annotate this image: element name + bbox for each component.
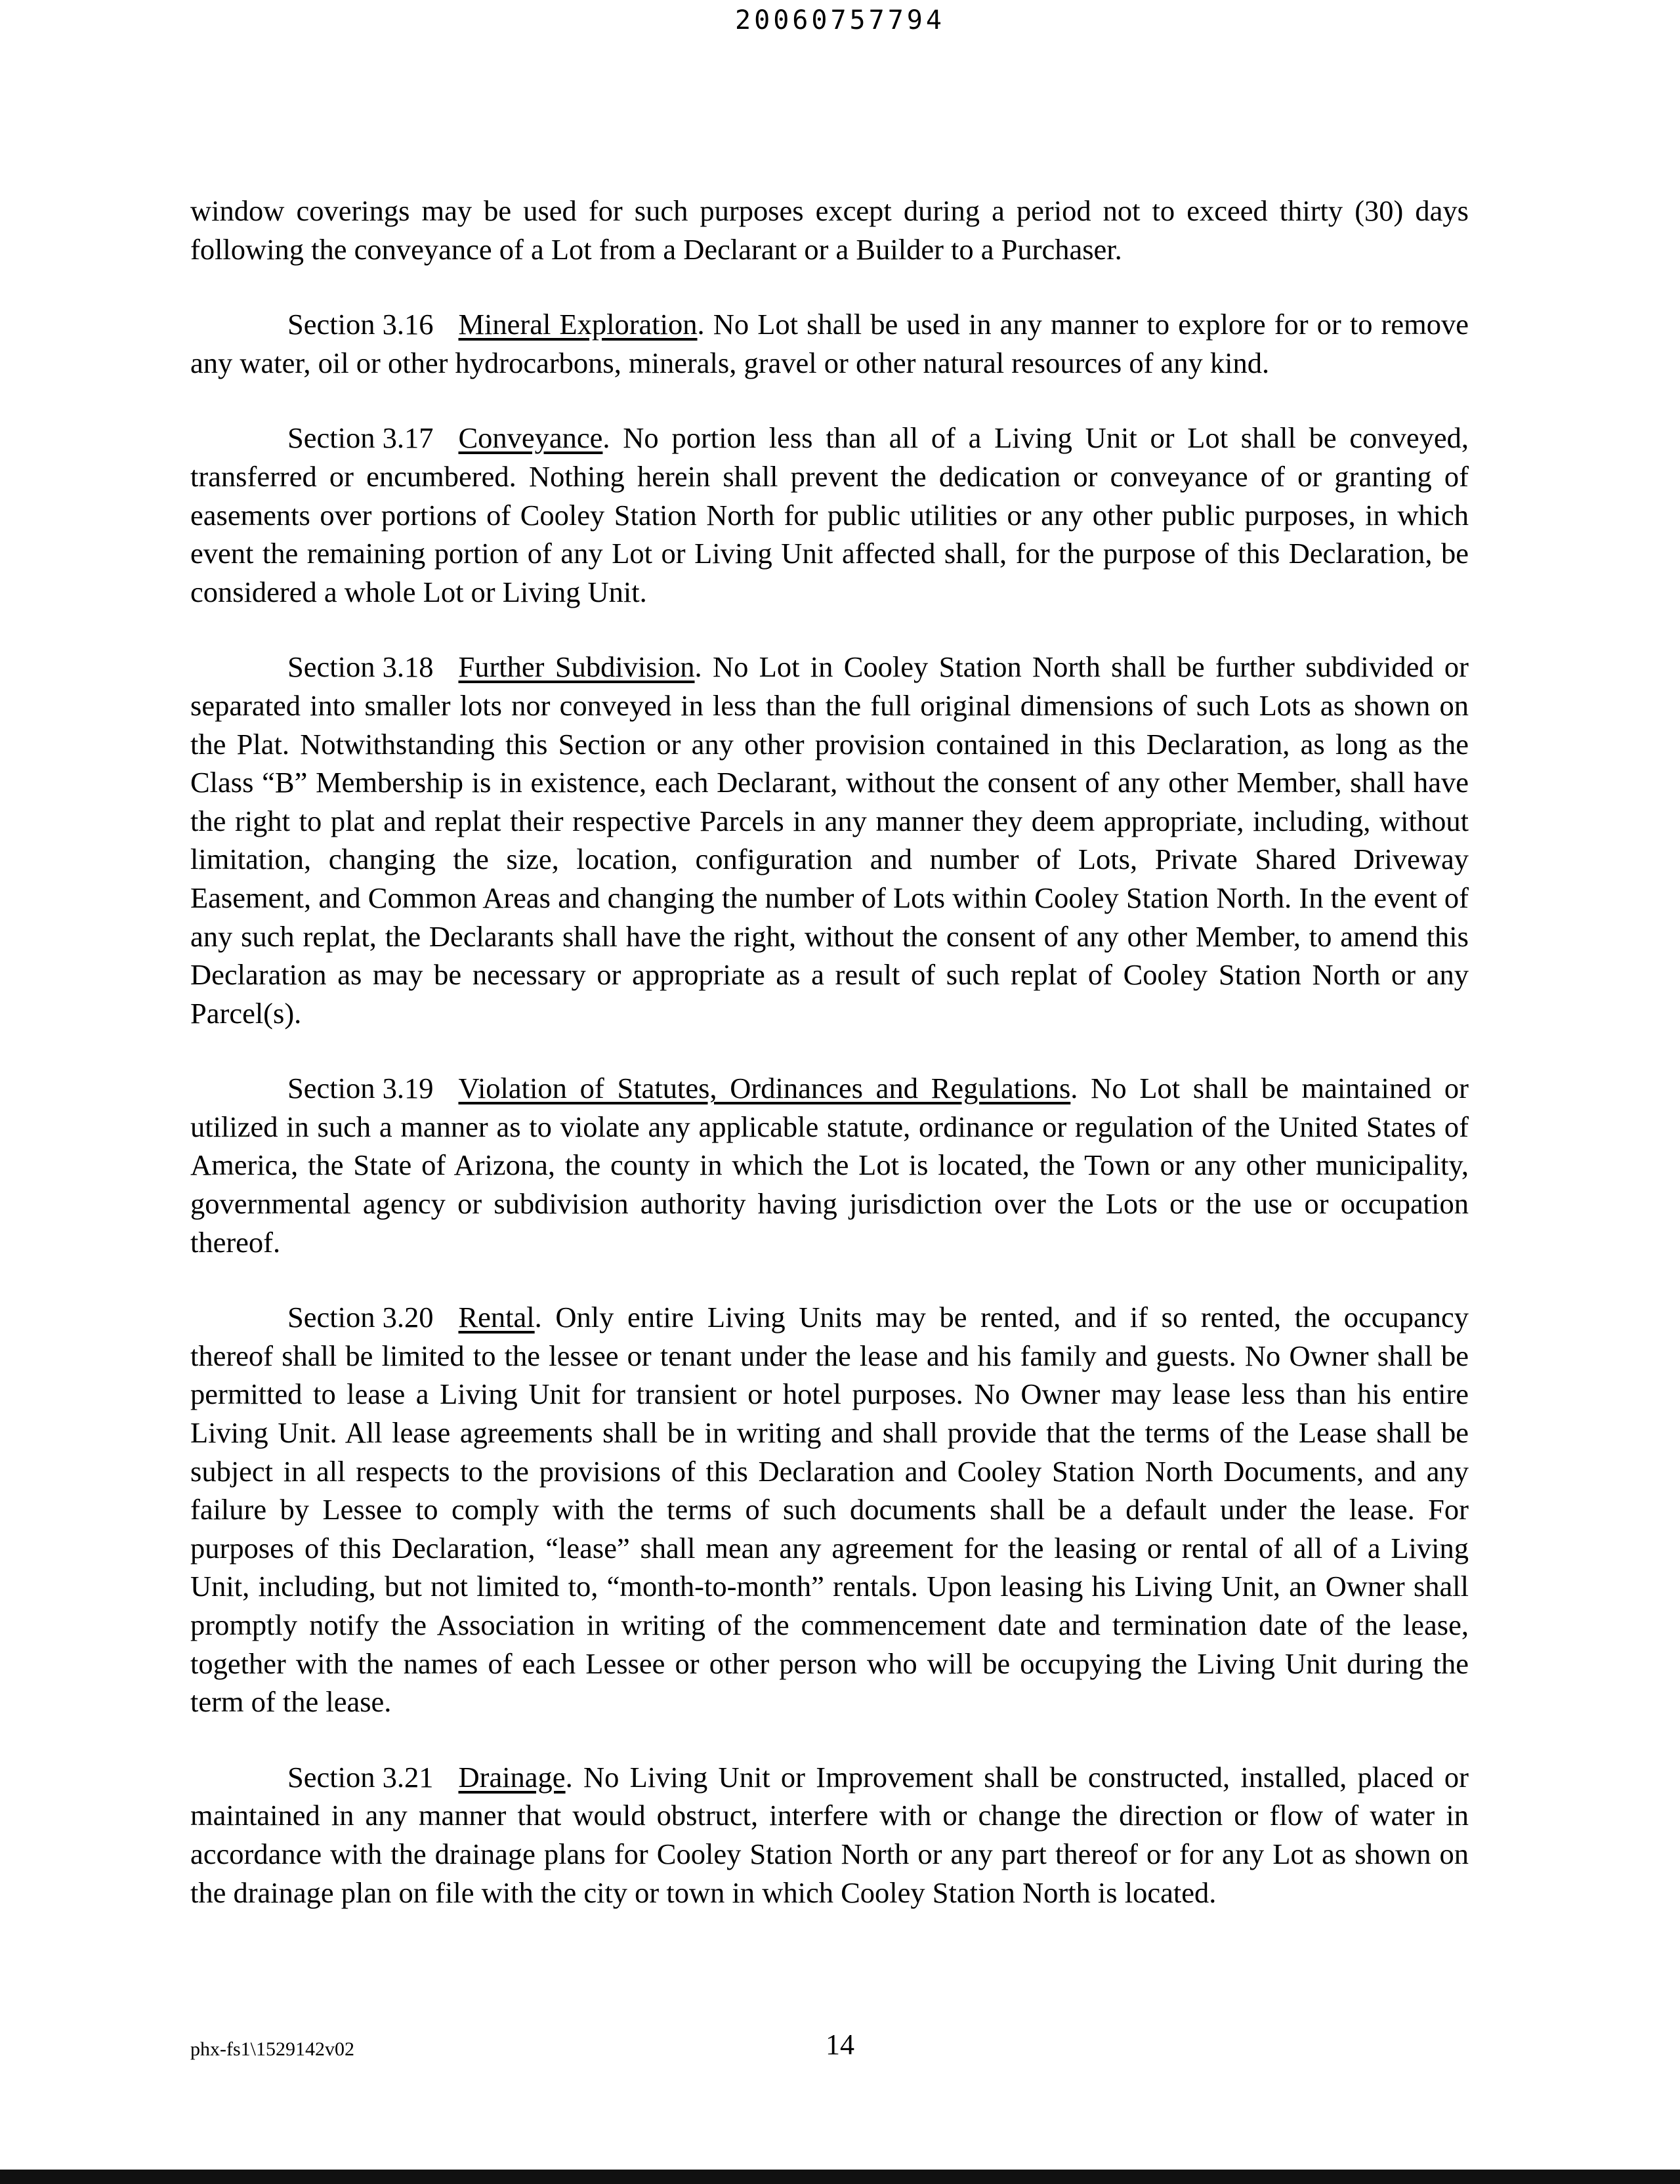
section-3-16	[190, 305, 1469, 382]
section-number: Section 3.17	[287, 421, 434, 455]
footer-document-id: phx-fs1\1529142v02	[190, 2038, 354, 2060]
section-number: Section 3.18	[287, 650, 434, 684]
section-text: . No Lot in Cooley Station North shall be further subdivided or separated into smaller lots nor conveyed in less than the full original dimensions of such Lots as shown on the Plat. Notwithstanding this Section or any other provision contained in this Declaration, as long as the Class “B” Membership is in existence, each Declarant, without the consent of any other Member, shall have the right to plat and replat their respective Parcels in any manner they deem appropriate, including, without limitation, changing the size, location, configuration and number of Lots, Private Shared Driveway Easement, and Common Areas and changing the number of Lots within Cooley Station North. In the event of any such replat, the Declarants shall have the right, without the consent of any other Member, to amend this Declaration as may be necessary or appropriate as a result of such replat of Cooley Station North or any Parcel(s).	[190, 650, 1469, 1030]
section-heading: Drainage	[458, 1760, 566, 1794]
section-3-18	[190, 648, 1469, 1032]
section-text: . No Living Unit or Improvement shall be constructed, installed, placed or maintained in any manner that would obstruct, interfere with or change the direction or flow of water in accordance with the drainage plans for Cooley Station North or any part thereof or for any Lot as shown on the drainage plan on file with the city or town in which Cooley Station North is located.	[190, 1760, 1469, 1909]
section-text: . No portion less than all of a Living Unit or Lot shall be conveyed, transferred or encumbered. Nothing herein shall prevent the dedication or conveyance of or granting of easements over portions of Cooley Station North for public utilities or any other public purposes, in which event the remaining portion of any Lot or Living Unit affected shall, for the purpose of this Declaration, be considered a whole Lot or Living Unit.	[190, 421, 1469, 608]
section-number: Section 3.21	[287, 1760, 434, 1794]
document-body	[190, 192, 1469, 1948]
section-3-21	[190, 1758, 1469, 1912]
section-3-17	[190, 419, 1469, 611]
section-3-20	[190, 1298, 1469, 1721]
page-number: 14	[826, 2028, 854, 2061]
section-text: . No Lot shall be used in any manner to explore for or to remove any water, oil or other hydrocarbons, minerals, gravel or other natural resources of any kind.	[190, 308, 1469, 379]
section-number: Section 3.20	[287, 1301, 434, 1334]
section-heading: Violation of Statutes, Ordinances and Regulations	[458, 1072, 1071, 1105]
section-text: . No Lot shall be maintained or utilized in such a manner as to violate any applicable statute, ordinance or regulation of the United States of America, the State of Arizona, the county in which the Lot is located, the Town or any other municipality, governmental agency or subdivision authority having jurisdiction over the Lots or the use or occupation thereof.	[190, 1072, 1469, 1259]
continuation-paragraph: window coverings may be used for such purposes except during a period not to exceed thirty (30) days following the conveyance of a Lot from a Declarant or a Builder to a Purchaser.	[190, 194, 1469, 266]
section-heading: Mineral Exploration	[458, 308, 698, 341]
section-text: . Only entire Living Units may be rented, and if so rented, the occupancy thereof shall be limited to the lessee or tenant under the lease and his family and guests. No Owner shall be permitted to lease a Living Unit for transient or hotel purposes. No Owner may lease less than his entire Living Unit. All lease agreements shall be in writing and shall provide that the terms of the Lease shall be subject in all respects to the provisions of this Declaration and Cooley Station North Documents, and any failure by Lessee to comply with the terms of such documents shall be a default under the lease. For purposes of this Declaration, “lease” shall mean any agreement for the leasing or rental of all of a Living Unit, including, but not limited to, “month-to-month” rentals. Upon leasing his Living Unit, an Owner shall promptly notify the Association in writing of the commencement date and termination date of the lease, together with the names of each Lessee or other person who will be occupying the Living Unit during the term of the lease.	[190, 1301, 1469, 1719]
section-heading: Conveyance	[458, 421, 603, 455]
section-heading: Rental	[458, 1301, 535, 1334]
scan-bottom-edge	[0, 2170, 1680, 2184]
section-3-19	[190, 1069, 1469, 1261]
document-number: 20060757794	[735, 5, 945, 35]
section-number: Section 3.19	[287, 1072, 434, 1105]
section-heading: Further Subdivision	[458, 650, 695, 684]
section-number: Section 3.16	[287, 308, 434, 341]
